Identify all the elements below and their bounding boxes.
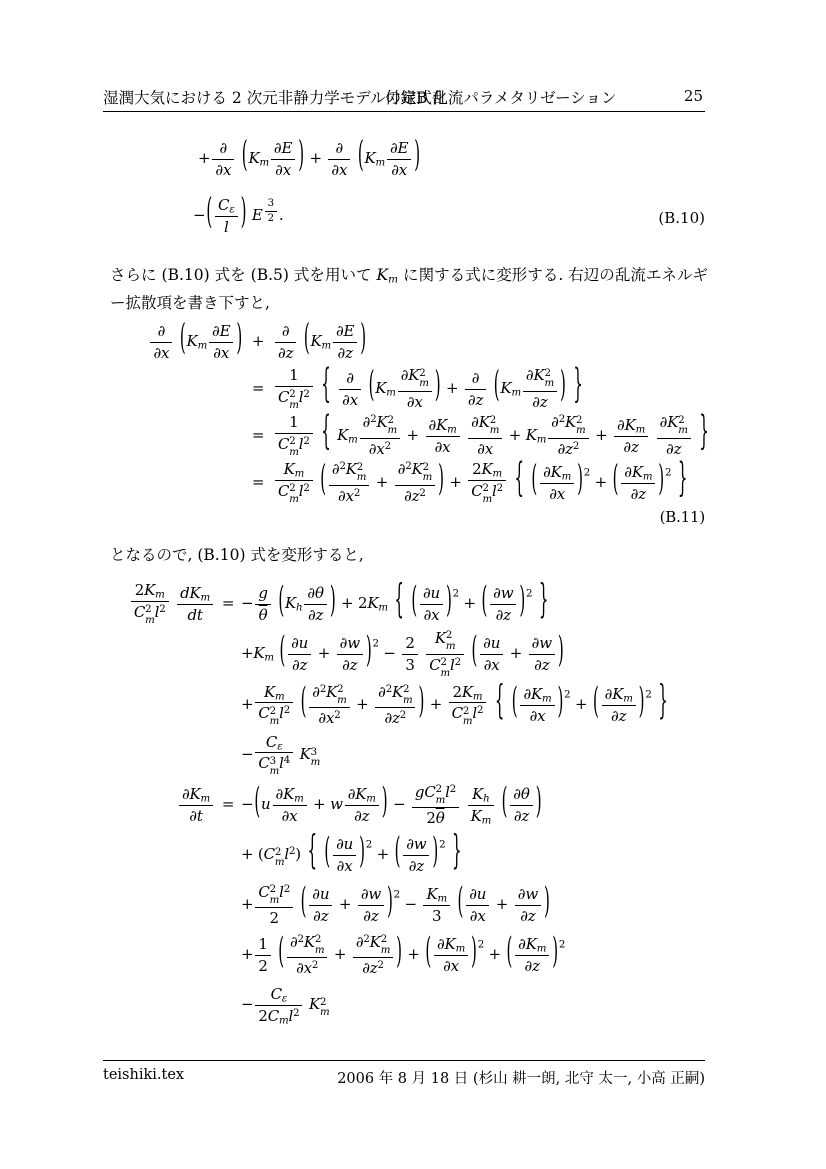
equation-row <box>103 318 743 365</box>
equation-rel <box>215 729 241 779</box>
equation-line: + $\frac{\partial}{\partial x}$ ($K_m$ $\frac{\partial E}{\partial x}$ ) + $\frac{\partial}{\partial x}$ ($K_m$ $\frac{\partial E}{\partial x}$ ) <box>198 133 420 179</box>
equation-block-main <box>103 575 743 1029</box>
running-title-overlay: 付録B 乱流パラメタリゼーション <box>385 89 617 107</box>
equation-block-b11 <box>103 318 743 527</box>
equation-row <box>103 360 743 412</box>
equation-row <box>103 779 743 829</box>
equation-rows-main <box>103 575 743 1029</box>
equation-row <box>103 979 743 1029</box>
equation-row <box>103 879 743 929</box>
running-title-left: 湿潤大気における 2 次元非静力学モデルの定式化 <box>103 89 448 107</box>
equation-rel <box>215 929 241 979</box>
equation-rhs: − $\frac{C_\varepsilon}{2C_ml^2}$ K 2 m <box>241 985 330 1027</box>
equation-lhs <box>103 365 243 412</box>
equation-rel: = <box>221 594 235 612</box>
equation-rel <box>215 829 241 879</box>
equation-rel <box>215 628 241 679</box>
equation-rel <box>215 679 241 729</box>
equation-row <box>103 929 743 979</box>
equation-rel: + <box>251 332 265 350</box>
equation-rhs: −(u $\frac{\partial K_m}{\partial x}$ + w $\frac{\partial K_m}{\partial z}$ ) − gC 2 m $l^2$ $2\overline{\theta}$ $\frac{K_h}{K_m}$ ( $\frac{\partial\theta}{\partial z}$ ) <box>241 779 542 828</box>
equation-rel: = <box>251 426 265 444</box>
equation-rhs: + C 2 m $l^2$ 2 ( $\frac{\partial u}{\partial z}$ + $\frac{\partial w}{\partial z}$ )$^2$ − $\frac{K_m}{3}$ ( $\frac{\partial u}{\partial x}$ + $\frac{\partial w}{\partial z}$ ) <box>241 879 550 928</box>
equation-lhs <box>103 829 215 879</box>
equation-rhs: $\frac{\partial}{\partial z}$ ($K_m$ $\frac{\partial E}{\partial z}$ ) <box>273 318 743 365</box>
equation-rows-b11 <box>103 318 743 506</box>
equation-lhs <box>103 979 215 1029</box>
equation-lhs <box>103 879 215 929</box>
equation-row <box>103 826 743 879</box>
equation-rhs: − $C_\varepsilon$ C 3 m $l^4$ K 3 m <box>241 732 321 778</box>
equation-lhs: $\frac{\partial K_m}{\partial t}$ <box>103 779 215 829</box>
equation-row <box>103 454 743 506</box>
equation-rel <box>215 979 241 1029</box>
equation-block-b10 <box>103 130 705 244</box>
equation-tag-b10: (B.10) <box>658 209 705 227</box>
footer-filename: teishiki.tex <box>103 1067 185 1083</box>
equation-lhs <box>103 929 215 979</box>
equation-rel: = <box>221 795 235 814</box>
page-number: 25 <box>683 87 703 105</box>
page-footer <box>103 1060 705 1088</box>
equation-row <box>103 407 743 459</box>
equation-row <box>103 676 743 729</box>
equation-rhs: + (C 2 m $l^2$) { ( $\frac{\partial u}{\partial x}$ )$^2$ + ( $\frac{\partial w}{\partial z}$ )$^2$ } <box>241 826 462 875</box>
equation-rhs: $+K_m$ ( $\frac{\partial u}{\partial z}$ + $\frac{\partial w}{\partial z}$ )$^2$ − $\frac{2}{3}$ K 2 m C 2 m $l^2$ ( $\frac{\partial u}{\partial x}$ + $\frac{\partial w}{\partial z}$ ) <box>241 628 564 679</box>
equation-rhs: 1 C 2 m $l^2$ { $\frac{\partial}{\partial x}$ ($K_m$ ∂K 2 m ∂x ) + $\frac{\partial}{\partial z}$ ($K_m$ ∂K 2 m ∂z ) } <box>273 365 743 412</box>
page-header <box>103 84 705 112</box>
equation-row <box>103 575 743 628</box>
equation-rhs: − $\frac{g}{\theta}$ ($K_h$ $\frac{\partial\theta}{\partial z}$ ) + $2K_m$ { ( $\frac{\partial u}{\partial x}$ )$^2$ + ( $\frac{\partial w}{\partial z}$ )$^2$ } <box>241 575 549 624</box>
equation-lhs <box>103 729 215 779</box>
equation-lhs: $2K_m$ C 2 m $l^2$ $\frac{dK_m}{dt}$ <box>103 578 215 628</box>
equation-rhs: + $K_m$ C 2 m $l^2$ ( ∂$^2$K 2 m $\partial x^2$ + ∂$^2$K 2 m $\partial z^2$ ) + $2K_m$ C 2 m $l^2$ { ( $\frac{\partial K_m}{\partial x}$ )$^2$ + ( $\frac{\partial K_m}{\partial z}$ )$^2$ } <box>241 676 668 728</box>
equation-lhs <box>103 459 243 506</box>
equation-rhs: + $\frac{1}{2}$ ( ∂$^2$K 2 m $\partial x^2$ + ∂$^2$K 2 m $\partial z^2$ ) + ( $\frac{\partial K_m}{\partial x}$ )$^2$ + ( $\frac{\partial K_m}{\partial z}$ )$^2$ <box>241 929 566 978</box>
equation-tag-b11: (B.11) <box>659 508 705 526</box>
equation-rel: = <box>251 379 265 397</box>
equation-lhs: $\frac{\partial}{\partial x}$ ($K_m$ $\frac{\partial E}{\partial x}$ ) <box>103 318 243 365</box>
equation-rhs: 1 C 2 m $l^2$ { $K_m$ ∂$^2$K 2 m $\partial x^2$ + $\frac{\partial K_m}{\partial x}$ ∂K 2 m ∂x + $K_m$ ∂$^2$K 2 m $\partial z^2$ + $\frac{\partial K_m}{\partial z}$ ∂K 2 m ∂z } <box>273 412 743 459</box>
footer-date-authors: 2006 年 8 月 18 日 (杉山 耕一朗, 北守 太一, 小高 正嗣) <box>337 1071 705 1087</box>
equation-rhs: $K_m$ C 2 m $l^2$ ( ∂$^2$K 2 m $\partial x^2$ + ∂$^2$K 2 m $\partial z^2$ ) + $2K_m$ C 2 m $l^2$ { ( $\frac{\partial K_m}{\partial x}$ )$^2$ + ( $\frac{\partial K_m}{\partial z}$ )$^2$ } <box>273 459 743 506</box>
equation-lhs <box>103 412 243 459</box>
paragraph-2: となるので, (B.10) 式を変形すると, <box>110 546 364 564</box>
paragraph-1: さらに (B.10) 式を (B.5) 式を用いて $K_m$ に関する式に変形する. 右辺の乱流エネルギー拡散項を書き下すと, <box>110 266 708 312</box>
equation-lhs <box>103 679 215 729</box>
equation-lhs <box>103 628 215 679</box>
equation-rel: = <box>251 473 265 491</box>
equation-line: −( $\frac{C_\varepsilon}{l}$ ) E $^{\frac{3}{2}}$ . <box>193 189 284 236</box>
equation-rel <box>215 879 241 929</box>
